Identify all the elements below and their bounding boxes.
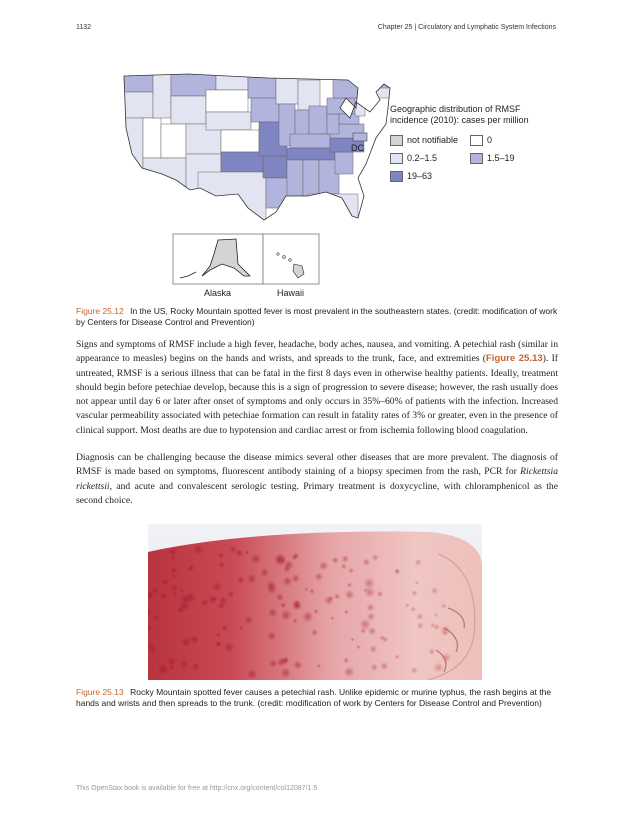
caption-text: In the US, Rocky Mountain spotted fever is most prevalent in the southeastern states. (credit: modification of work by Centers for Disease Control and Prevention) (76, 306, 558, 327)
state-mi (298, 80, 320, 110)
rash-spot (334, 593, 340, 599)
rash-spot (239, 626, 244, 631)
rash-spot (260, 568, 269, 577)
rash-spot (149, 646, 156, 653)
rash-spot (180, 660, 189, 669)
rash-spot (274, 553, 286, 565)
rash-spot (250, 553, 261, 564)
rash-spot (441, 603, 447, 609)
rash-spot (302, 611, 314, 623)
rash-spot (431, 587, 439, 595)
rash-spot (185, 592, 196, 603)
state-fl (308, 194, 358, 224)
rash-spot (267, 584, 278, 595)
state-id (153, 68, 171, 118)
rash-spot (415, 559, 422, 566)
rash-spot (377, 591, 384, 598)
map-legend (390, 104, 540, 182)
rash-spot (201, 599, 209, 607)
legend-item-not-notifiable: not notifiable (390, 134, 470, 146)
rash-spot (293, 660, 302, 669)
rash-spot (405, 603, 410, 608)
state-wv (327, 114, 339, 134)
legend-swatch (390, 153, 403, 164)
rash-spot (173, 592, 178, 597)
rash-spot (341, 555, 349, 563)
state-ar (263, 156, 287, 178)
state-mn (248, 68, 276, 98)
rash-spot (267, 632, 276, 641)
rash-spot (283, 565, 291, 573)
rash-spot (433, 662, 444, 673)
caption-text: Rocky Mountain spotted fever causes a petechial rash. Unlike epidemic or murine typhus, the rash begins at the hands and wrists and then spreads to the trunk. (credit: modification of work by Centers for Disease Control and Prevention) (76, 687, 552, 708)
state-al (303, 160, 319, 196)
rash-spot (284, 657, 289, 662)
rash-spot (441, 653, 451, 663)
rash-spot (154, 615, 160, 621)
rash-spot (177, 607, 184, 614)
rash-spot (161, 578, 169, 586)
rash-spot (344, 667, 355, 678)
state-oh (309, 106, 327, 134)
state-nd (216, 68, 248, 90)
petechial-rash-photo (148, 524, 482, 680)
rash-spot (344, 610, 349, 615)
state-sd (206, 90, 248, 112)
chapter-header: Chapter 25 | Circulatory and Lymphatic System Infections (377, 24, 556, 31)
rash-spot (356, 645, 361, 650)
rash-spot (247, 574, 257, 584)
legend-swatch (470, 153, 483, 164)
legend-title: Geographic distribution of RMSF incidence (2010): cases per million (390, 104, 529, 125)
rash-spot (415, 581, 419, 585)
rash-spot (168, 548, 176, 556)
alaska-label: Alaska (204, 288, 232, 298)
rash-photo-image (148, 524, 482, 680)
rash-spot (216, 632, 221, 637)
footer-note: This OpenStax book is available for free at http://cnx.org/content/col12087/1.5 (76, 785, 318, 792)
rash-spot (341, 564, 347, 570)
rash-spot (229, 545, 237, 553)
rash-spot (221, 624, 228, 631)
rash-spot (218, 552, 225, 559)
rash-spot (332, 557, 339, 564)
state-tx (198, 172, 266, 222)
rash-spot (310, 589, 315, 594)
figure-25-13-caption (76, 687, 558, 709)
rash-spot (395, 654, 400, 659)
rash-spot (224, 642, 235, 653)
state-az (143, 158, 186, 198)
rash-spot (379, 635, 385, 641)
rash-spot (181, 637, 192, 648)
rash-spot (416, 613, 423, 620)
rash-spot (169, 665, 175, 671)
figure-number: Figure 25.12 (76, 306, 124, 316)
rash-spot (363, 558, 371, 566)
dc-label: DC (351, 143, 364, 153)
rash-spot (443, 631, 448, 636)
rash-spot (160, 592, 168, 600)
page-number: 1132 (76, 24, 92, 31)
rash-spot (311, 629, 318, 636)
state-ny (333, 78, 363, 98)
hawaii-label: Hawaii (277, 288, 305, 298)
rash-spot (417, 622, 424, 629)
state-la (266, 178, 290, 208)
rash-spot (317, 664, 321, 668)
rash-spot (370, 664, 378, 672)
rash-spot (167, 657, 176, 666)
rmsf-map-figure (118, 68, 528, 300)
rash-spot (347, 582, 352, 587)
rash-spot (245, 550, 249, 554)
legend-swatch (390, 171, 403, 182)
rash-spot (291, 554, 298, 561)
rash-spot (276, 593, 284, 601)
rash-spot (280, 610, 291, 621)
rash-spot (369, 645, 377, 653)
rash-spot (428, 648, 435, 655)
legend-item-high: 19–63 (390, 170, 470, 182)
state-ne-states (363, 68, 393, 98)
state-sc (335, 152, 353, 174)
rash-spot (367, 612, 375, 620)
figure-number: Figure 25.13 (76, 687, 124, 697)
paragraph-diagnosis: Diagnosis can be challenging because the disease mimics several other diseases that are more prevalent. The diagnosis of RMSF is made based on symptoms, fluorescent antibody staining of a biopsy specimen from the rash, PCR for Rickettsia rickettsii, and acute and convalescent serologic testing. Primary treatment is doxycycline, with chloramphenicol as the second choice. (76, 452, 558, 506)
state-tn (287, 148, 335, 160)
rash-spot (171, 584, 178, 591)
legend-item-zero: 0 (470, 134, 540, 146)
rash-spot (343, 657, 349, 663)
rash-spot (345, 590, 355, 600)
state-ne (206, 112, 251, 130)
legend-swatch (390, 135, 403, 146)
rash-spot (179, 589, 184, 594)
rash-spot (228, 591, 235, 598)
rash-spot (213, 597, 217, 601)
legend-swatch (470, 135, 483, 146)
rash-spot (218, 561, 225, 568)
rash-spot (363, 588, 367, 592)
state-wy (171, 96, 206, 124)
rash-spot (171, 573, 176, 578)
rash-spot (394, 568, 401, 575)
rash-spot (434, 613, 438, 617)
rash-spot (247, 669, 258, 680)
rash-spot (170, 566, 178, 574)
rash-spot (280, 602, 286, 608)
rash-spot (219, 597, 227, 605)
rash-spot (269, 659, 278, 668)
rash-spot (304, 587, 308, 591)
us-map (118, 68, 528, 300)
rash-spot (191, 662, 200, 671)
rash-spot (411, 667, 418, 674)
rash-spot (188, 565, 195, 572)
figure-25-12-caption (76, 306, 558, 328)
paragraph-symptoms: Signs and symptoms of RMSF include a high fever, headache, body aches, nausea, and vomiting. A petechial rash (similar in appearance to measles) begins on the hands and wrists, and spreads to the trunk, face, and extremities (Figure 25.13). If untreated, RMSF is a serious illness that can be fatal in the first 8 days even in otherwise healthy patients. Ideally, treatment should begin before petechiae develop, because this is a sign of progression to severe disease; however, the rash usually does not appear until day 6 or later after onset of symptoms and only occurs in 35%–60% of patients with the infection. Increased vascular permeability associated with petechiae formation can result in fatality rates of 3% or greater, even in the presence of clinical support. Most deaths are due to hypotension and cardiac arrest or from ischemia following blood coagulation. (76, 339, 558, 436)
rash-spot (193, 544, 204, 555)
rash-spot (372, 554, 379, 561)
state-ut (161, 124, 186, 158)
rash-spot (244, 616, 253, 625)
rash-spot (212, 582, 222, 592)
rash-spot (268, 608, 278, 618)
rash-spot (410, 606, 416, 612)
rash-spot (280, 667, 291, 678)
state-nv (143, 118, 161, 158)
rash-spot (237, 576, 245, 584)
state-ky (290, 134, 330, 148)
rash-spot (319, 561, 329, 571)
figure-link[interactable]: Figure 25.13 (485, 353, 543, 365)
state-ks (221, 130, 259, 152)
rash-spot (313, 609, 318, 614)
rash-spot (157, 663, 169, 675)
rash-spot (329, 596, 334, 601)
rash-spot (330, 616, 334, 620)
rash-spot (366, 603, 374, 611)
rash-spot (348, 568, 354, 574)
state-ms (287, 160, 303, 196)
state-ia (251, 98, 279, 122)
rash-spot (315, 572, 324, 581)
rash-spot (412, 590, 418, 596)
state-or (118, 92, 153, 118)
legend-item-mid: 1.5–19 (470, 152, 540, 164)
rash-spot (350, 637, 354, 641)
state-wi (276, 76, 298, 104)
rash-spot (293, 602, 301, 610)
rash-spot (293, 618, 298, 623)
state-ok (221, 152, 263, 172)
rash-spot (430, 623, 435, 628)
rash-spot (282, 576, 292, 586)
dc-swatch (353, 133, 367, 141)
rash-spot (380, 662, 388, 670)
rash-spot (215, 641, 221, 647)
state-wa (118, 68, 153, 92)
legend-item-low: 0.2–1.5 (390, 152, 470, 164)
rash-spot (170, 555, 175, 560)
